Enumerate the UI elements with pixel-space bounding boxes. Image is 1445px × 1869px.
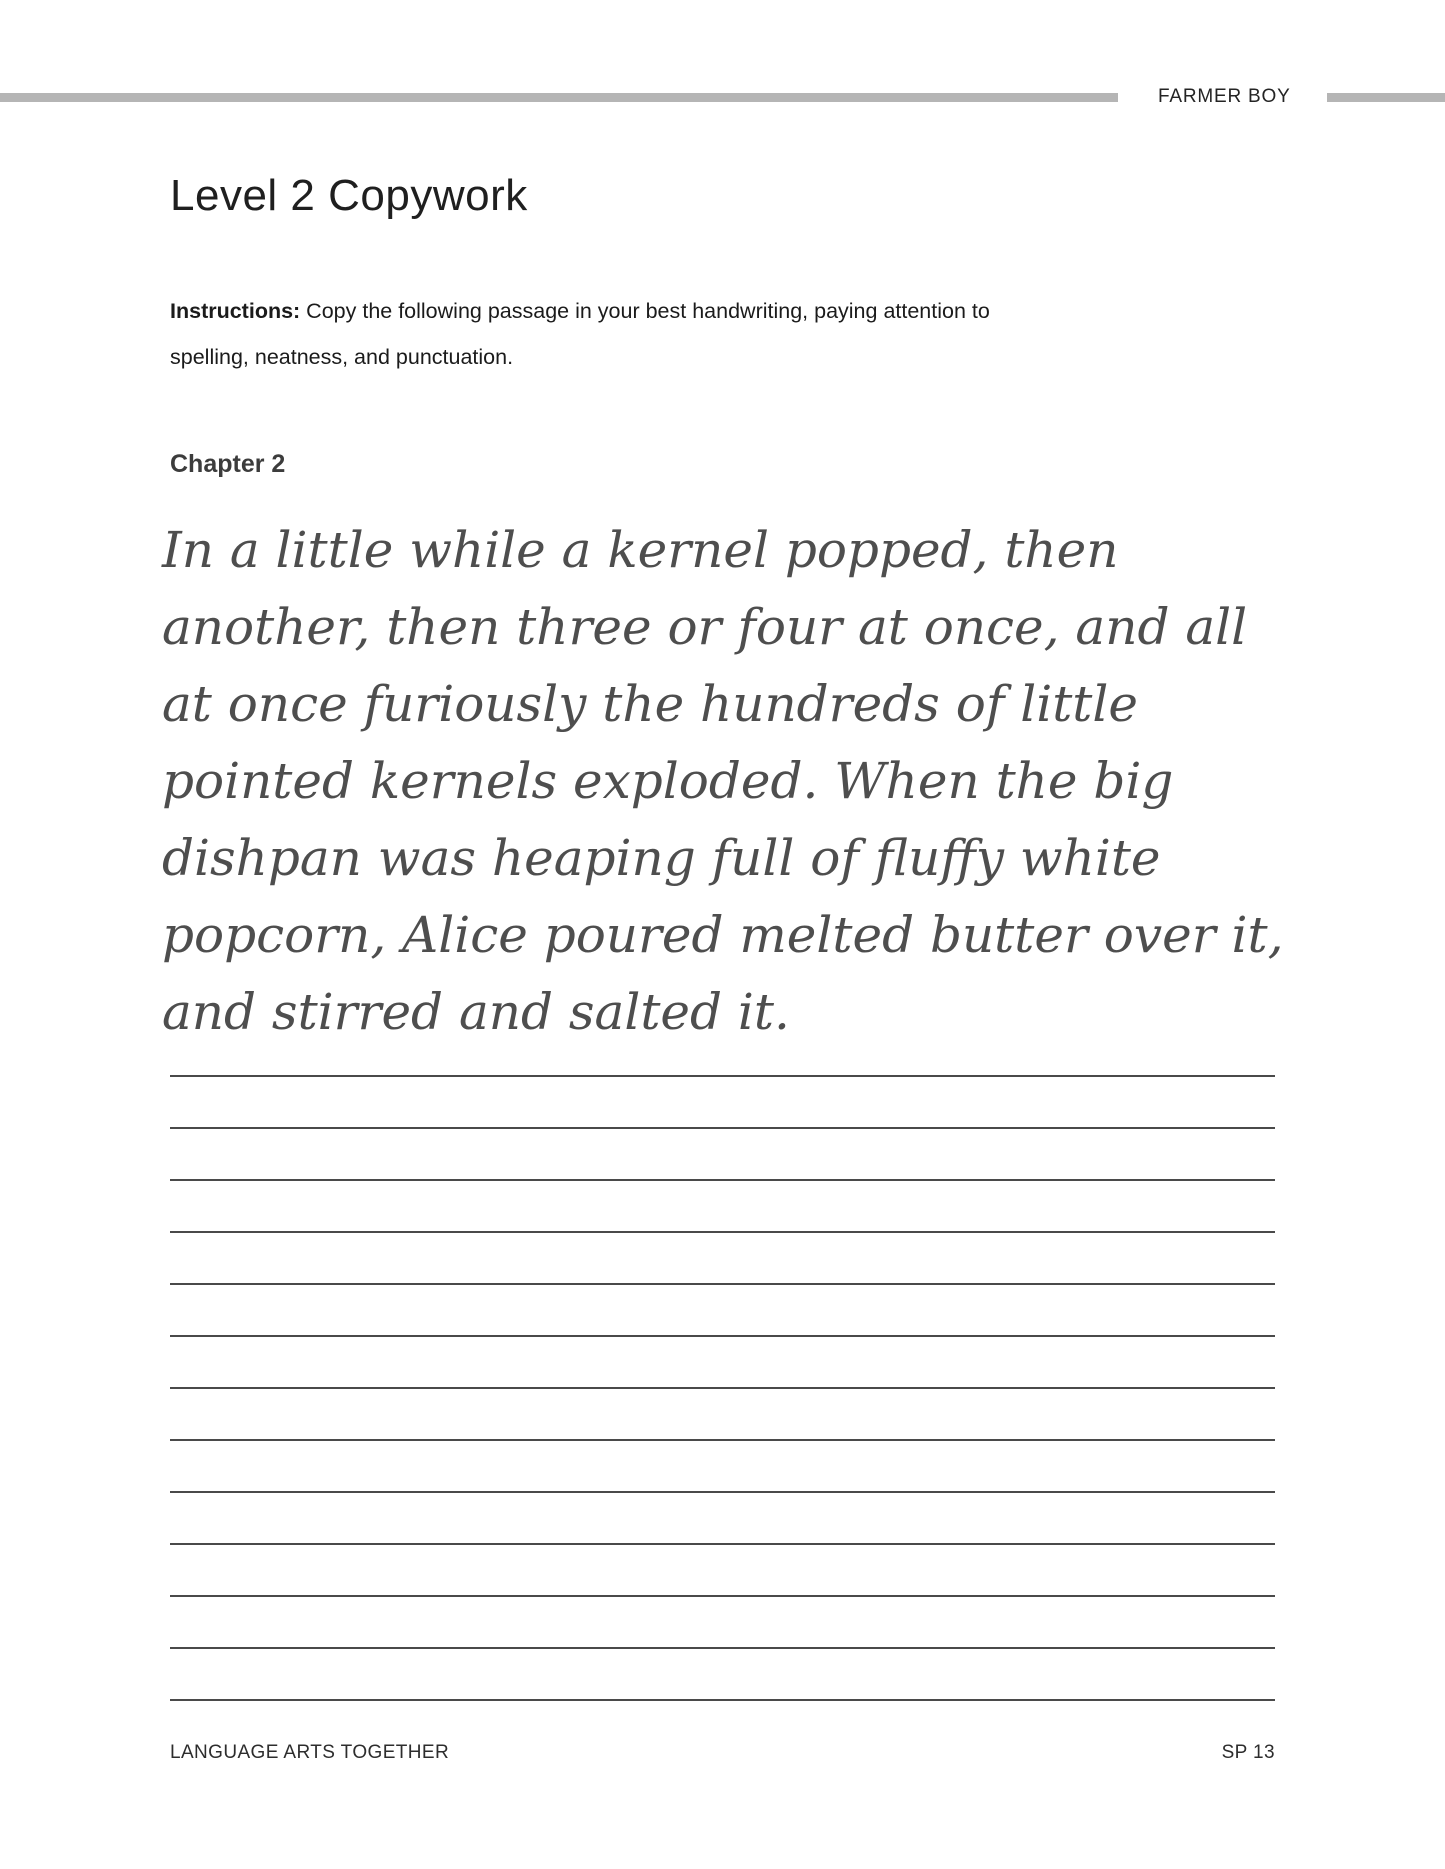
book-title: FARMER BOY bbox=[1158, 86, 1291, 107]
chapter-heading: Chapter 2 bbox=[170, 450, 286, 478]
writing-line bbox=[170, 1439, 1275, 1441]
writing-line bbox=[170, 1335, 1275, 1337]
passage-line: and stirred and salted it. bbox=[162, 983, 790, 1041]
header-rule-left bbox=[0, 93, 1118, 102]
header-rule-right bbox=[1327, 93, 1445, 102]
instructions-line2: spelling, neatness, and punctuation. bbox=[170, 345, 514, 369]
page-header bbox=[0, 86, 1445, 108]
writing-line bbox=[170, 1231, 1275, 1233]
writing-line bbox=[170, 1491, 1275, 1493]
copywork-passage bbox=[162, 512, 1332, 1051]
footer-series-title: LANGUAGE ARTS TOGETHER bbox=[170, 1742, 450, 1763]
passage-line: In a little while a kernel popped, then bbox=[162, 521, 1119, 579]
writing-line bbox=[170, 1075, 1275, 1077]
writing-line bbox=[170, 1127, 1275, 1129]
passage-line: another, then three or four at once, and all bbox=[162, 598, 1248, 656]
writing-lines bbox=[170, 1075, 1275, 1751]
instructions bbox=[170, 288, 1280, 380]
instructions-line1: Copy the following passage in your best handwriting, paying attention to bbox=[300, 299, 990, 323]
instructions-label: Instructions: bbox=[170, 299, 301, 323]
writing-line bbox=[170, 1647, 1275, 1649]
writing-line bbox=[170, 1543, 1275, 1545]
passage-line: dishpan was heaping full of fluffy white bbox=[162, 829, 1161, 887]
writing-line bbox=[170, 1387, 1275, 1389]
page-title: Level 2 Copywork bbox=[170, 171, 528, 220]
writing-line bbox=[170, 1699, 1275, 1701]
passage-line: at once furiously the hundreds of little bbox=[162, 675, 1138, 733]
writing-line bbox=[170, 1179, 1275, 1181]
writing-line bbox=[170, 1283, 1275, 1285]
page-footer bbox=[170, 1742, 1275, 1764]
passage-line: popcorn, Alice poured melted butter over it, bbox=[162, 906, 1284, 964]
passage-line: pointed kernels exploded. When the big bbox=[162, 752, 1174, 810]
writing-line bbox=[170, 1595, 1275, 1597]
footer-page-number: SP 13 bbox=[1221, 1742, 1275, 1763]
